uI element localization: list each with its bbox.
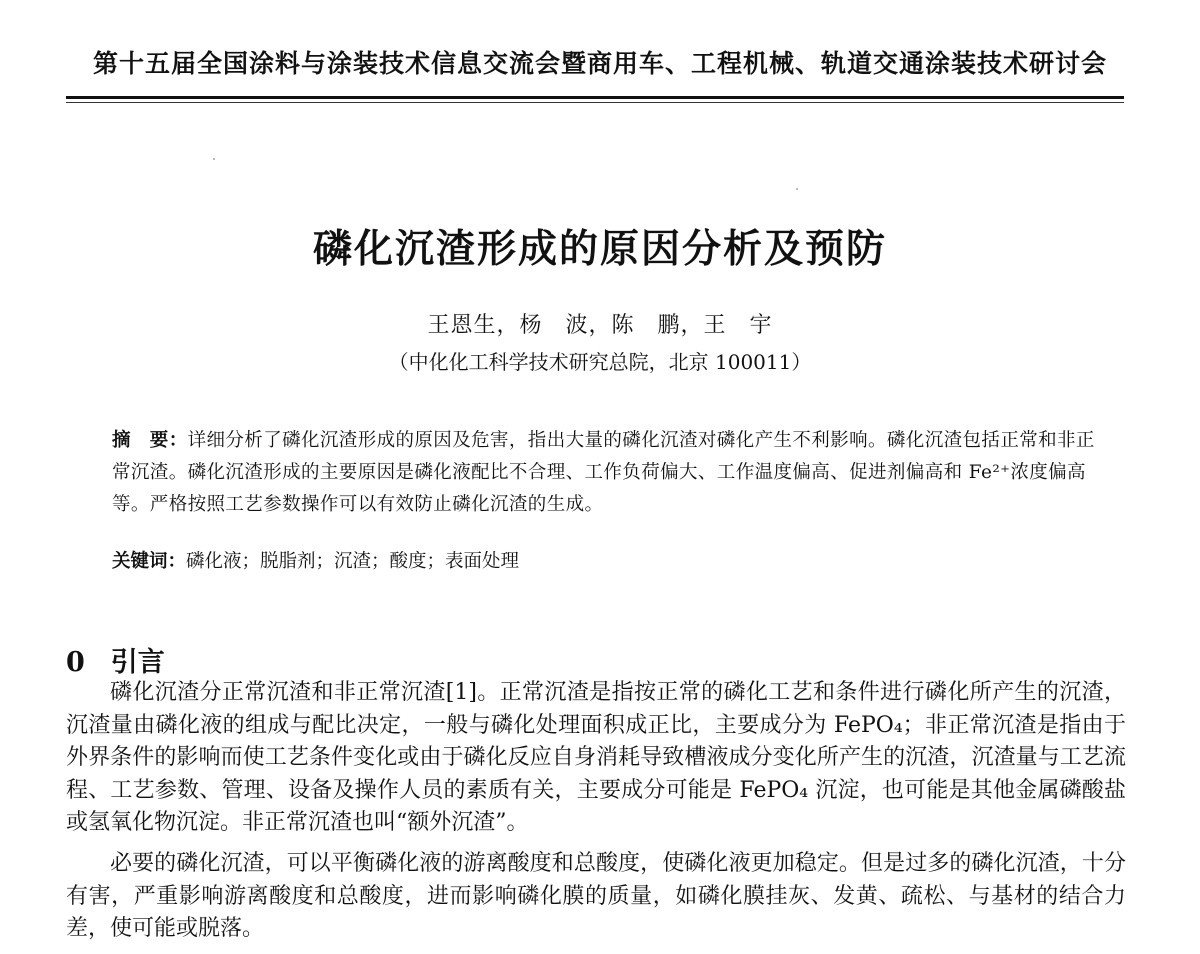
speck — [796, 188, 798, 190]
conference-header: 第十五届全国涂料与涂装技术信息交流会暨商用车、工程机械、轨道交通涂装技术研讨会 — [92, 49, 1107, 78]
paragraph: 必要的磷化沉渣，可以平衡磷化液的游离酸度和总酸度，使磷化液更加稳定。但是过多的磷化沉渣，十分有害，严重影响游离酸度和总酸度，进而影响磷化膜的质量，如磷化膜挂灰、发黄、疏松、与基材的结合力差，使可能或脱落。 — [66, 850, 1126, 942]
abstract-label: 摘 要： — [112, 430, 188, 451]
section-title: 引言 — [110, 647, 165, 678]
abstract-text: 详细分析了磷化沉渣形成的原因及危害，指出大量的磷化沉渣对磷化产生不利影响。磷化沉渣包括正常和非正常沉渣。磷化沉渣形成的主要原因是磷化液配比不合理、工作负荷偏大、工作温度偏高、促进剂偏高和 Fe²⁺浓度偏高等。严格按照工艺参数操作可以有效防止磷化沉渣的生成。 — [112, 430, 1095, 515]
affiliation: （中化化工科学技术研究总院，北京 100011） — [388, 350, 812, 374]
keywords-text: 磷化液；脱脂剂；沉渣；酸度；表面处理 — [186, 551, 520, 572]
paragraph: 磷化沉渣分正常沉渣和非正常沉渣[1]。正常沉渣是指按正常的磷化工艺和条件进行磷化所产生的沉渣，沉渣量由磷化液的组成与配比决定，一般与磷化处理面积成正比，主要成分为 FePO₄；非正常沉渣是指由于外界条件的影响而使工艺条件变化或由于磷化反应自身消耗导致槽液成分变化所产生的沉渣，沉渣量与工艺流程、工艺参数、管理、设备及操作人员的素质有关，主要成分可能是 FePO₄ 沉淀，也可能是其他金属磷酸盐或氢氧化物沉淀。非正常沉渣也叫“额外沉渣”。 — [66, 680, 1126, 836]
abstract — [112, 425, 1102, 521]
paper-title: 磷化沉渣形成的原因分析及预防 — [312, 227, 887, 272]
body-text — [66, 677, 1126, 954]
header-rule-thin — [66, 102, 1124, 103]
speck — [213, 158, 215, 160]
header-rule-thick — [66, 96, 1124, 99]
authors: 王恩生，杨 波，陈 鹏，王 宇 — [427, 313, 773, 338]
section-number: 0 — [66, 647, 85, 678]
keywords-label: 关键词： — [112, 551, 187, 572]
keywords — [112, 546, 1102, 578]
section-heading — [66, 640, 165, 679]
